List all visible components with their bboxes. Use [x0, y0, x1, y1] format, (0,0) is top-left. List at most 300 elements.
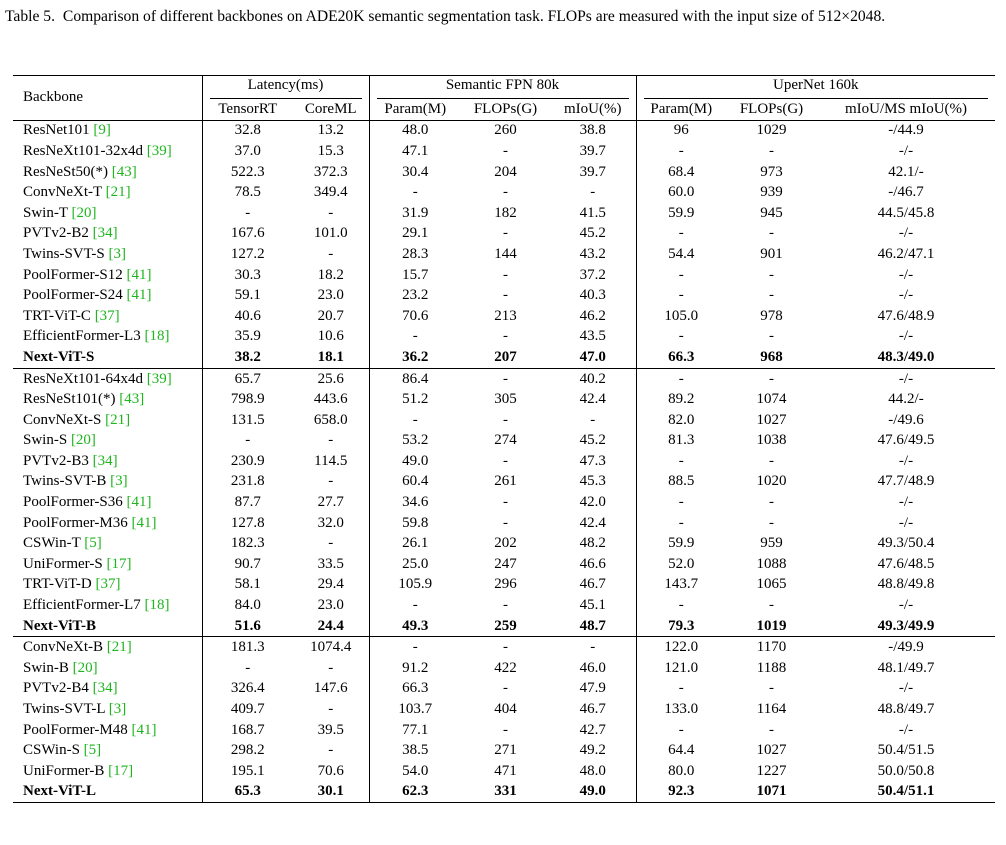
table-caption	[5, 6, 998, 28]
backbone-cell	[13, 472, 202, 493]
value-cell: -	[769, 597, 774, 614]
citation-link[interactable]: [3]	[108, 245, 126, 262]
citation-link[interactable]: [39]	[146, 370, 172, 387]
value-cell: 38.5	[369, 740, 461, 761]
value-cell: 213	[494, 307, 517, 324]
value-cell: 32.0	[317, 514, 344, 531]
value-cell: 66.3	[636, 347, 726, 368]
value-cell: -	[503, 184, 508, 201]
value-cell: 18.1	[317, 348, 344, 365]
value-cell: 1020	[756, 473, 787, 490]
value-cell: 230.9	[202, 451, 293, 472]
table-body	[13, 120, 995, 803]
backbone-name: PVTv2-B2	[23, 225, 89, 242]
value-cell: -	[503, 266, 508, 283]
value-cell: 1071	[726, 782, 817, 803]
citation-link[interactable]: [21]	[105, 411, 131, 428]
backbone-cell	[13, 410, 202, 431]
value-cell: -	[636, 327, 726, 348]
value-cell: 59.8	[369, 513, 461, 534]
citation-link[interactable]: [21]	[106, 639, 132, 656]
citation-link[interactable]: [41]	[131, 721, 157, 738]
value-cell: 42.4	[579, 514, 606, 531]
backbone-cell	[13, 182, 202, 203]
header-group-latency: Latency(ms)	[202, 76, 369, 100]
value-cell: -	[503, 142, 508, 159]
table-row	[13, 451, 995, 472]
value-cell: -/-	[898, 514, 914, 531]
citation-link[interactable]: [18]	[144, 597, 170, 614]
value-cell: -/49.6	[888, 411, 924, 428]
value-cell: -	[636, 368, 726, 389]
citation-link[interactable]: [17]	[108, 762, 134, 779]
value-cell: -/-	[898, 266, 914, 283]
value-cell: -	[503, 225, 508, 242]
value-cell: 68.4	[636, 162, 726, 183]
backbone-cell	[13, 740, 202, 761]
value-cell: 48.3/49.0	[877, 348, 935, 365]
backbone-name: PoolFormer-S36	[23, 494, 123, 511]
table-row	[13, 306, 995, 327]
value-cell: 50.4/51.1	[817, 782, 995, 803]
value-cell: 202	[494, 535, 517, 552]
backbone-cell	[13, 699, 202, 720]
header-col: CoreML	[304, 100, 357, 117]
citation-link[interactable]: [37]	[95, 576, 121, 593]
value-cell: 182	[494, 204, 517, 221]
value-cell: 959	[760, 535, 783, 552]
header-col: Param(M)	[636, 99, 726, 120]
value-cell: -	[769, 514, 774, 531]
value-cell: 24.4	[317, 617, 344, 634]
value-cell: 182.3	[202, 533, 293, 554]
value-cell: 15.7	[369, 265, 461, 286]
value-cell: 91.2	[369, 658, 461, 679]
value-cell: 1065	[756, 576, 787, 593]
value-cell: 522.3	[202, 162, 293, 183]
table-row	[13, 347, 995, 368]
value-cell: 96	[636, 120, 726, 141]
backbone-cell	[13, 162, 202, 183]
value-cell: -	[503, 287, 508, 304]
value-cell: -	[636, 720, 726, 741]
backbone-name: Twins-SVT-L	[23, 701, 106, 718]
value-cell: 422	[494, 659, 517, 676]
citation-link[interactable]: [34]	[92, 225, 118, 242]
value-cell: -/-	[898, 597, 914, 614]
backbone-name: EfficientFormer-L7	[23, 597, 141, 614]
value-cell: -	[369, 637, 461, 658]
value-cell: -	[369, 595, 461, 616]
value-cell: 54.4	[636, 244, 726, 265]
backbone-name: ResNeSt101(*)	[23, 391, 116, 408]
value-cell: 47.7/48.9	[877, 473, 935, 490]
citation-link[interactable]: [5]	[84, 535, 102, 552]
value-cell: 48.0	[369, 120, 461, 141]
value-cell: 15.3	[317, 142, 344, 159]
value-cell: -	[636, 265, 726, 286]
value-cell: 48.0	[579, 762, 606, 779]
value-cell: 86.4	[369, 368, 461, 389]
table-row	[13, 513, 995, 534]
value-cell: 50.4/51.5	[877, 742, 935, 759]
header-col: TensorRT	[202, 99, 293, 120]
table-row	[13, 492, 995, 513]
value-cell: -	[328, 535, 334, 552]
value-cell: 48.7	[579, 617, 606, 634]
value-cell: 25.0	[369, 554, 461, 575]
value-cell: 443.6	[313, 391, 348, 408]
value-cell: 121.0	[636, 658, 726, 679]
table-row	[13, 699, 995, 720]
value-cell: -	[202, 658, 293, 679]
citation-link[interactable]: [9]	[93, 122, 111, 139]
citation-link[interactable]: [34]	[92, 680, 118, 697]
value-cell: 47.9	[579, 680, 606, 697]
table-row	[13, 120, 995, 141]
table-row	[13, 679, 995, 700]
value-cell: 44.2/-	[888, 391, 924, 408]
value-cell: 147.6	[313, 680, 348, 697]
value-cell: 259	[494, 617, 517, 634]
value-cell: 59.1	[202, 285, 293, 306]
value-cell: 82.0	[636, 410, 726, 431]
table-row	[13, 368, 995, 389]
value-cell: 28.3	[369, 244, 461, 265]
value-cell: -	[769, 225, 774, 242]
value-cell: 89.2	[636, 389, 726, 410]
backbone-name: PVTv2-B3	[23, 452, 89, 469]
value-cell: -/-	[898, 328, 914, 345]
value-cell: 27.7	[317, 494, 344, 511]
value-cell: -/-	[898, 452, 914, 469]
value-cell: 973	[760, 163, 783, 180]
value-cell: -	[769, 328, 774, 345]
value-cell: 1088	[756, 555, 787, 572]
value-cell: -	[636, 492, 726, 513]
value-cell: 59.9	[636, 533, 726, 554]
backbone-cell	[13, 492, 202, 513]
value-cell: 77.1	[369, 720, 461, 741]
value-cell: 47.6/49.5	[877, 432, 935, 449]
value-cell: 30.1	[293, 782, 369, 803]
backbone-name: CSWin-T	[23, 535, 81, 552]
value-cell: -	[461, 637, 550, 658]
value-cell: 195.1	[202, 761, 293, 782]
backbone-cell	[13, 265, 202, 286]
citation-link[interactable]: [18]	[144, 328, 170, 345]
citation-link[interactable]: [34]	[92, 452, 118, 469]
table-row	[13, 203, 995, 224]
value-cell: -	[369, 327, 461, 348]
backbone-cell	[13, 575, 202, 596]
value-cell: 305	[494, 391, 517, 408]
backbone-cell	[13, 595, 202, 616]
table-row	[13, 637, 995, 658]
backbone-cell	[13, 431, 202, 452]
table-row	[13, 327, 995, 348]
value-cell: 42.0	[579, 494, 606, 511]
backbone-name: Twins-SVT-S	[23, 245, 105, 262]
value-cell: -	[590, 184, 596, 201]
backbone-cell	[13, 368, 202, 389]
backbone-name: PoolFormer-S12	[23, 266, 123, 283]
value-cell: 409.7	[202, 699, 293, 720]
value-cell: 105.0	[636, 306, 726, 327]
value-cell: -	[769, 287, 774, 304]
value-cell: 945	[760, 204, 783, 221]
value-cell: 1074	[756, 391, 787, 408]
citation-link[interactable]: [41]	[131, 514, 157, 531]
value-cell: -	[503, 721, 508, 738]
value-cell: 658.0	[313, 411, 348, 428]
value-cell: 46.7	[579, 576, 606, 593]
backbone-name: Swin-B	[23, 659, 69, 676]
value-cell: 51.6	[202, 616, 293, 637]
value-cell: 87.7	[202, 492, 293, 513]
backbone-name: TRT-ViT-C	[23, 307, 91, 324]
value-cell: 331	[461, 782, 550, 803]
backbone-cell	[13, 285, 202, 306]
header-col: FLOPs(G)	[473, 100, 538, 117]
value-cell: 65.7	[202, 368, 293, 389]
table-row	[13, 472, 995, 493]
value-cell: 231.8	[202, 472, 293, 493]
citation-link[interactable]: [41]	[126, 266, 152, 283]
backbone-cell	[13, 224, 202, 245]
backbone-name: ResNet101	[23, 122, 90, 139]
backbone-name: PVTv2-B4	[23, 680, 89, 697]
value-cell: 37.0	[202, 141, 293, 162]
value-cell: 298.2	[202, 740, 293, 761]
value-cell: 31.9	[369, 203, 461, 224]
value-cell: 1019	[756, 617, 787, 634]
backbone-cell	[13, 244, 202, 265]
value-cell: 168.7	[202, 720, 293, 741]
citation-link[interactable]: [3]	[108, 701, 127, 718]
value-cell: -	[503, 411, 508, 428]
value-cell: 30.3	[202, 265, 293, 286]
value-cell: -	[461, 368, 550, 389]
value-cell: 58.1	[202, 575, 293, 596]
value-cell: 18.2	[317, 266, 344, 283]
backbone-cell	[13, 513, 202, 534]
value-cell: -	[328, 432, 334, 449]
value-cell: 47.0	[579, 348, 606, 365]
citation-link[interactable]: [43]	[119, 391, 145, 408]
value-cell: 404	[494, 701, 517, 718]
value-cell: 326.4	[202, 679, 293, 700]
backbone-name: ConvNeXt-S	[23, 411, 102, 428]
value-cell: 42.1/-	[888, 163, 924, 180]
value-cell: -	[369, 182, 461, 203]
value-cell: 41.5	[579, 204, 606, 221]
value-cell: 939	[760, 184, 783, 201]
value-cell: 133.0	[636, 699, 726, 720]
table-row	[13, 182, 995, 203]
value-cell: -/-	[817, 368, 995, 389]
backbone-cell	[13, 679, 202, 700]
value-cell: 90.7	[202, 554, 293, 575]
backbone-cell	[13, 782, 202, 803]
backbone-cell	[13, 306, 202, 327]
table-row	[13, 431, 995, 452]
citation-link[interactable]: [37]	[94, 307, 120, 324]
backbone-cell	[13, 451, 202, 472]
citation-link[interactable]: [20]	[71, 204, 97, 221]
value-cell: 127.2	[202, 244, 293, 265]
backbone-name: TRT-ViT-D	[23, 576, 92, 593]
value-cell: -/44.9	[817, 120, 995, 141]
value-cell: 39.7	[579, 163, 606, 180]
citation-link[interactable]: [21]	[105, 184, 131, 201]
citation-link[interactable]: [41]	[126, 494, 152, 511]
value-cell: 968	[760, 348, 783, 365]
value-cell: 296	[494, 576, 517, 593]
value-cell: 42.7	[579, 721, 606, 738]
value-cell: 1027	[756, 411, 787, 428]
value-cell: 43.2	[579, 245, 606, 262]
value-cell: -/-	[898, 287, 914, 304]
backbone-name: PoolFormer-M36	[23, 514, 128, 531]
value-cell: 80.0	[636, 761, 726, 782]
backbone-name: ResNeSt50(*)	[23, 163, 108, 180]
table-row	[13, 616, 995, 637]
value-cell: -	[503, 494, 508, 511]
value-cell: 29.4	[317, 576, 344, 593]
value-cell: -	[202, 431, 293, 452]
value-cell: 204	[494, 163, 517, 180]
table-row	[13, 265, 995, 286]
value-cell: 1074.4	[293, 637, 369, 658]
value-cell: 32.8	[202, 120, 293, 141]
header-col: mIoU/MS mIoU(%)	[844, 100, 968, 117]
value-cell: 46.2/47.1	[877, 245, 935, 262]
header-group-fpn: Semantic FPN 80k	[369, 76, 636, 100]
citation-link[interactable]: [39]	[146, 142, 172, 159]
header-col: Param(M)	[369, 99, 461, 120]
backbone-cell	[13, 533, 202, 554]
backbone-name: CSWin-S	[23, 742, 80, 759]
value-cell: 40.3	[579, 287, 606, 304]
citation-link[interactable]: [5]	[83, 742, 102, 759]
value-cell: -	[636, 141, 726, 162]
citation-link[interactable]: [17]	[106, 555, 132, 572]
table-row	[13, 595, 995, 616]
value-cell: 49.3/49.9	[877, 617, 935, 634]
backbone-name: ConvNeXt-B	[23, 639, 103, 656]
value-cell: 59.9	[636, 203, 726, 224]
value-cell: -	[769, 142, 774, 159]
table-row	[13, 720, 995, 741]
table-row	[13, 533, 995, 554]
value-cell: 26.1	[369, 533, 461, 554]
value-cell: 45.2	[579, 432, 606, 449]
table-row	[13, 244, 995, 265]
value-cell: 38.2	[202, 347, 293, 368]
value-cell: 60.4	[369, 472, 461, 493]
value-cell: 39.5	[317, 721, 344, 738]
value-cell: -	[503, 328, 508, 345]
value-cell: 167.6	[202, 224, 293, 245]
value-cell: 25.6	[293, 368, 369, 389]
value-cell: 122.0	[636, 637, 726, 658]
header-col: mIoU(%)	[564, 100, 622, 117]
backbone-name: ResNeXt101-64x4d	[23, 370, 143, 387]
value-cell: 52.0	[636, 554, 726, 575]
value-cell: 33.5	[317, 555, 344, 572]
value-cell: 48.8/49.8	[877, 576, 935, 593]
citation-link[interactable]: [20]	[70, 432, 96, 449]
backbone-name: Next-ViT-L	[23, 783, 97, 800]
backbone-name: UniFormer-B	[23, 762, 105, 779]
backbone-cell	[13, 761, 202, 782]
value-cell: 62.3	[369, 782, 461, 803]
backbone-cell	[13, 141, 202, 162]
value-cell: -	[636, 679, 726, 700]
table-row	[13, 224, 995, 245]
value-cell: 49.3/50.4	[877, 535, 935, 552]
value-cell: 70.6	[369, 306, 461, 327]
value-cell: -	[550, 637, 636, 658]
caption-text: Comparison of different backbones on ADE20K semantic segmentation task. FLOPs are measured with the input size of 512×2048.	[62, 8, 886, 25]
value-cell: -	[503, 597, 508, 614]
value-cell: -	[769, 266, 774, 283]
backbone-cell	[13, 658, 202, 679]
value-cell: 978	[760, 307, 783, 324]
citation-link[interactable]: [41]	[126, 287, 152, 304]
value-cell: 38.8	[550, 120, 636, 141]
value-cell: 105.9	[369, 575, 461, 596]
value-cell: 372.3	[313, 163, 348, 180]
value-cell: 79.3	[636, 616, 726, 637]
citation-link[interactable]: [43]	[111, 163, 137, 180]
value-cell: 66.3	[369, 679, 461, 700]
value-cell: -	[202, 203, 293, 224]
value-cell: 78.5	[202, 182, 293, 203]
value-cell: 20.7	[317, 307, 344, 324]
value-cell: 64.4	[636, 740, 726, 761]
value-cell: -	[590, 411, 596, 428]
value-cell: -/-	[898, 494, 914, 511]
value-cell: 13.2	[293, 120, 369, 141]
value-cell: 10.6	[317, 328, 344, 345]
backbone-name: Next-ViT-B	[23, 617, 97, 634]
value-cell: 1027	[756, 742, 787, 759]
value-cell: -	[769, 680, 774, 697]
value-cell: 349.4	[313, 184, 348, 201]
value-cell: -	[503, 680, 508, 697]
value-cell: 40.6	[202, 306, 293, 327]
value-cell: -	[328, 701, 334, 718]
table-row	[13, 285, 995, 306]
backbone-name: PoolFormer-M48	[23, 721, 128, 738]
value-cell: -	[328, 204, 334, 221]
value-cell: 260	[461, 120, 550, 141]
value-cell: 39.7	[579, 142, 606, 159]
caption-label: Table 5.	[5, 8, 56, 25]
citation-link[interactable]: [20]	[72, 659, 98, 676]
value-cell: -	[769, 721, 774, 738]
value-cell: 1038	[756, 432, 787, 449]
value-cell: -	[328, 473, 334, 490]
value-cell: 114.5	[314, 452, 348, 469]
value-cell: 47.6/48.9	[877, 307, 935, 324]
citation-link[interactable]: [3]	[110, 473, 128, 490]
value-cell: 60.0	[636, 182, 726, 203]
value-cell: 49.2	[579, 742, 606, 759]
value-cell: 1188	[756, 659, 787, 676]
